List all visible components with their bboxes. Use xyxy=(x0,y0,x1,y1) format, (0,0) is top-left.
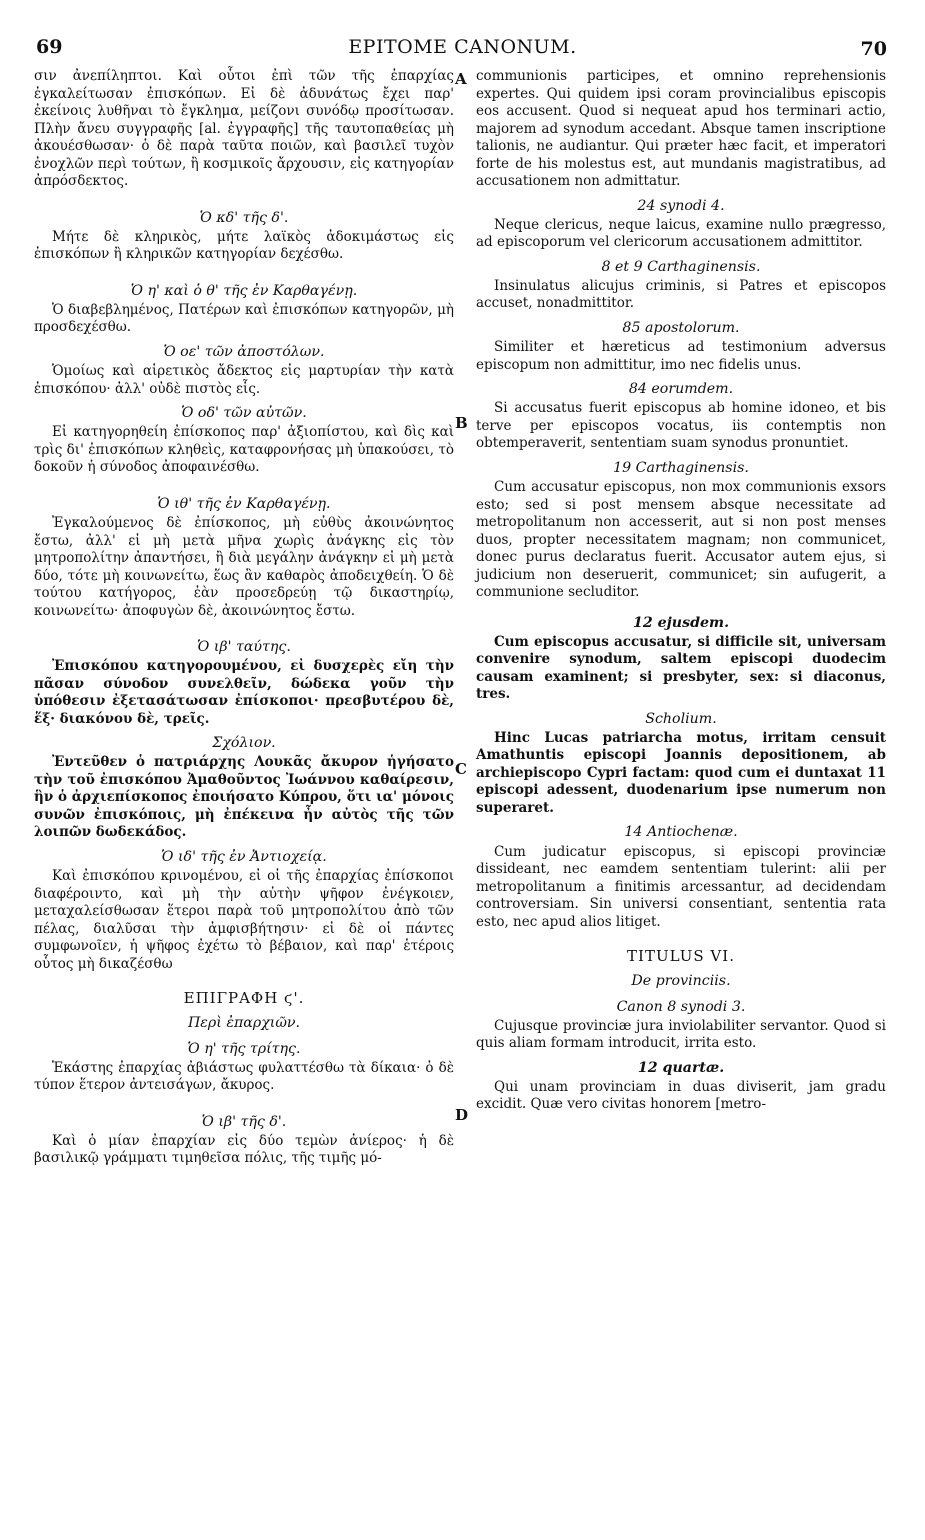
greek-canon-heading: Ὁ ιβ' ταύτης. xyxy=(197,639,291,656)
latin-paragraph: Cujusque provinciæ jura inviolabiliter servantor. Quod si quis aliam formam introducit, irrita esto. xyxy=(476,1017,886,1052)
margin-letter-b: B xyxy=(455,414,468,432)
latin-paragraph: Si accusatus fuerit episcopus ab homine idoneo, et bis terve per episcopos vocatus, iis contemptis non obtemperaverit, sententiam suam synodus pronuntiet. xyxy=(476,400,886,452)
greek-canon-heading: Ὁ ιδ' τῆς ἐν Ἀντιοχείᾳ. xyxy=(161,848,327,865)
latin-canon-heading: 85 apostolorum. xyxy=(622,319,740,336)
margin-letter-a: A xyxy=(455,70,467,88)
latin-paragraph: communionis participes, et omnino reprehensionis expertes. Qui quidem ipsi coram provincialibus episcopis eos accusent. Quod si nequeat apud hos terminari actio, majorem ad synodum accedant. Absque tamen inscriptione talionis, ne audiantur. Qui præter hæc facit, et imperatori forte de his molestus est, aut mundanis magistratibus, ad accusationem non admittatur. xyxy=(476,68,886,189)
greek-scholium-heading: Σχόλιον. xyxy=(212,735,276,752)
greek-canon-heading: Ὁ οδ' τῶν αὐτῶν. xyxy=(181,405,307,422)
margin-letter-d: D xyxy=(455,1106,469,1124)
latin-paragraph: Qui unam provinciam in duas diviserit, jam gradu excidit. Quæ vero civitas honorem [metro- xyxy=(476,1078,886,1113)
greek-canon-heading: Ὁ η' καὶ ὁ θ' τῆς ἐν Καρθαγένῃ. xyxy=(130,282,358,299)
latin-scholium-heading: Scholium. xyxy=(645,710,717,727)
page-number-right: 70 xyxy=(860,38,887,60)
page-header xyxy=(0,30,925,64)
running-title: EPITOME CANONUM. xyxy=(348,36,577,58)
greek-paragraph: Ἑκάστης ἐπαρχίας ἀβιάστως φυλαττέσθω τὰ δίκαια· ὁ δὲ τύπον ἕτερον ἀντεισάγων, ἄκυρος. xyxy=(34,1059,454,1094)
latin-column xyxy=(476,68,886,1114)
greek-paragraph: Ἐπισκόπου κατηγορουμένου, εἰ δυσχερὲς εἴη τὴν πᾶσαν σύνοδον συνελθεῖν, δώδεκα γοῦν τὴν ὑπόθεσιν ἐξετασάτωσαν ἐπίσκοποι· πρεσβυτέρου δὲ, ἕξ· διακόνου δὲ, τρεῖς. xyxy=(34,658,454,727)
greek-column xyxy=(34,68,454,1168)
greek-paragraph: σιν ἀνεπίληπτοι. Καὶ οὗτοι ἐπὶ τῶν τῆς ἐπαρχίας ἐγκαλείτωσαν ἐπισκόπων. Εἰ δὲ ἀδυνάτως ἔχει παρ' ἐκείνοις λυθῆναι τὸ ἔγκλημα, μείζονι συνόδῳ προσίτωσαν. Πλὴν ἄνευ συγγραφῆς [al. ἐγγραφῆς] τῆς ταυτοπαθείας μὴ ἀκουέσθωσαν· ὁ δὲ παρὰ ταῦτα ποιῶν, καὶ βασιλεῖ τυχὸν ἐνοχλῶν περὶ τούτων, ἢ κοσμικοῖς ἄρχουσιν, εἰς κατηγορίαν ἀπρόσδεκτος. xyxy=(34,68,454,189)
latin-paragraph: Cum accusatur episcopus, non mox communionis exsors esto; sed si post mensem absque necessitate ad metropolitanum non accesserit, aut si non post menses duos, propter necessitatem magnam; non communicet, donec purus declaratus fuerit. Accusator autem ejus, si judicium non deseruerit, communicet; sin aufugerit, a communione secluditor. xyxy=(476,479,886,601)
latin-paragraph: Similiter et hæreticus ad testimonium adversus episcopum non admittitur, imo nec fidelis unus. xyxy=(476,339,886,373)
latin-paragraph: Cum episcopus accusatur, si difficile sit, universam convenire synodum, saltem episcopi duodecim causam examinent; si presbyter, sex: si diaconus, tres. xyxy=(476,633,886,703)
greek-paragraph: Ἐντεῦθεν ὁ πατριάρχης Λουκᾶς ἄκυρον ἡγήσατο τὴν τοῦ ἐπισκόπου Ἀμαθοῦντος Ἰωάννου καθαίρεσιν, ἣν ὁ ἀρχιεπίσκοπος ἐποιήσατο Κύπρου, ὅτι ια' μόνοις συνῶν ἐπισκόποις, μὴ ἐπέκεινα ἦν αὐτὸς τῆς τῶν λοιπῶν δωδεκάδος. xyxy=(34,754,454,841)
latin-section-title: TITULUS VI. xyxy=(627,947,735,966)
latin-paragraph: Insinulatus alicujus criminis, si Patres et episcopos accuset, nonadmittitor. xyxy=(476,277,886,312)
greek-canon-heading: Ὁ η' τῆς τρίτης. xyxy=(187,1040,301,1057)
latin-canon-heading: 19 Carthaginensis. xyxy=(613,459,749,476)
margin-letter-c: C xyxy=(455,760,467,778)
latin-canon-heading: 24 synodi 4. xyxy=(637,197,725,214)
greek-paragraph: Εἰ κατηγορηθείη ἐπίσκοπος παρ' ἀξιοπίστου, καὶ δὶς καὶ τρὶς δι' ἐπισκόπων κληθεὶς, καταφρονήσας μὴ ὑπακούσει, τὸ δοκοῦν ἡ σύνοδος ἀποφαινέσθω. xyxy=(34,424,454,476)
greek-canon-heading: Ὁ οε' τῶν ἀποστόλων. xyxy=(163,343,325,360)
latin-paragraph: Neque clericus, neque laicus, examine nullo prægresso, ad episcoporum vel clericorum accusationem admittitor. xyxy=(476,216,886,251)
latin-section-subtitle: De provinciis. xyxy=(631,973,731,990)
latin-canon-heading: 12 ejusdem. xyxy=(632,614,730,631)
page-number-left: 69 xyxy=(36,36,63,58)
greek-paragraph: Καὶ ὁ μίαν ἐπαρχίαν εἰς δύο τεμὼν ἀνίερος· ἡ δὲ βασιλικῷ γράμματι τιμηθεῖσα πόλις, τῆς τιμῆς μό- xyxy=(34,1132,454,1167)
greek-paragraph: Μήτε δὲ κληρικὸς, μήτε λαϊκὸς ἀδοκιμάστως εἰς ἐπισκόπων ἢ κληρικῶν κατηγορίαν δεχέσθω. xyxy=(34,228,454,263)
latin-paragraph: Cum judicatur episcopus, si episcopi provinciæ dissideant, nec eamdem sententiam tulerint: alii per metropolitanum a finitimis arcessantur, ad decidendam controversiam. Sin universi consentiant, sententia rata esto, nec apud alios litiget. xyxy=(476,843,886,930)
greek-canon-heading: Ὁ κδ' τῆς δ'. xyxy=(199,209,289,226)
latin-canon-heading: Canon 8 synodi 3. xyxy=(616,998,746,1015)
latin-canon-heading: 84 eorumdem. xyxy=(628,381,734,398)
greek-canon-heading: Ὁ ιβ' τῆς δ'. xyxy=(201,1113,287,1130)
greek-paragraph: Καὶ ἐπισκόπου κρινομένου, εἰ οἱ τῆς ἐπαρχίας ἐπίσκοποι διαφέροιντο, καὶ μὴ τὴν αὐτὴν ψῆφον ἐνέγκοιεν, μεταχαλείσθωσαν ἕτεροι παρὰ τοῦ μητροπολίτου ἀπὸ τῶν πέλας, διαλῦσαι τὴν ἀμφισβήτησιν· εἰ δὲ οἱ πάντες συμφωνοῖεν, ἡ ψῆφος ἐχέτω τὸ βέβαιον, καὶ παρ' ἑτέροις οὗτος μὴ δικαζέσθω xyxy=(34,868,454,972)
latin-canon-heading: 8 et 9 Carthaginensis. xyxy=(601,258,761,275)
greek-section-subtitle: Περὶ ἐπαρχιῶν. xyxy=(187,1015,301,1032)
latin-paragraph: Hinc Lucas patriarcha motus, irritam censuit Amathuntis episcopi Joannis depositionem, ab archiepiscopo Cypri factam: quod cum ei duntaxat 11 episcopi adessent, duodenarium ipse numerum non superaret. xyxy=(476,729,886,816)
greek-section-title: ΕΠΙΓΡΑΦΗ ϛ'. xyxy=(183,989,305,1008)
latin-canon-heading: 14 Antiochenæ. xyxy=(624,824,738,841)
greek-paragraph: Ἐγκαλούμενος δὲ ἐπίσκοπος, μὴ εὐθὺς ἀκοινώνητος ἔστω, ἀλλ' εἰ μὴ μετὰ μῆνα χωρὶς ἀνάγκης εἰς τὸν μητροπολίτην ἀπαντήσει, ἢ διὰ μεγάλην ἀνάγκην εἰ μὴ μετὰ δύο, τότε μὴ κοινωνείτω, ἕως ἂν καθαρὸς ἀποδειχθείη. Ὁ δὲ τούτου κατήγορος, ἐὰν προσεδρεύῃ τῷ δικαστηρίῳ, κοινωνείτω· ἀποφυγὼν δὲ, ἀκοινώνητος ἔστω. xyxy=(34,515,454,619)
latin-canon-heading: 12 quartæ. xyxy=(637,1059,725,1076)
greek-paragraph: Ὁμοίως καὶ αἱρετικὸς ἄδεκτος εἰς μαρτυρίαν τὴν κατὰ ἐπισκόπου· ἀλλ' οὐδὲ πιστὸς εἷς. xyxy=(34,363,454,397)
greek-paragraph: Ὁ διαβεβλημένος, Πατέρων καὶ ἐπισκόπων κατηγορῶν, μὴ προσδεχέσθω. xyxy=(34,301,454,336)
greek-canon-heading: Ὁ ιθ' τῆς ἐν Καρθαγένῃ. xyxy=(157,495,331,512)
